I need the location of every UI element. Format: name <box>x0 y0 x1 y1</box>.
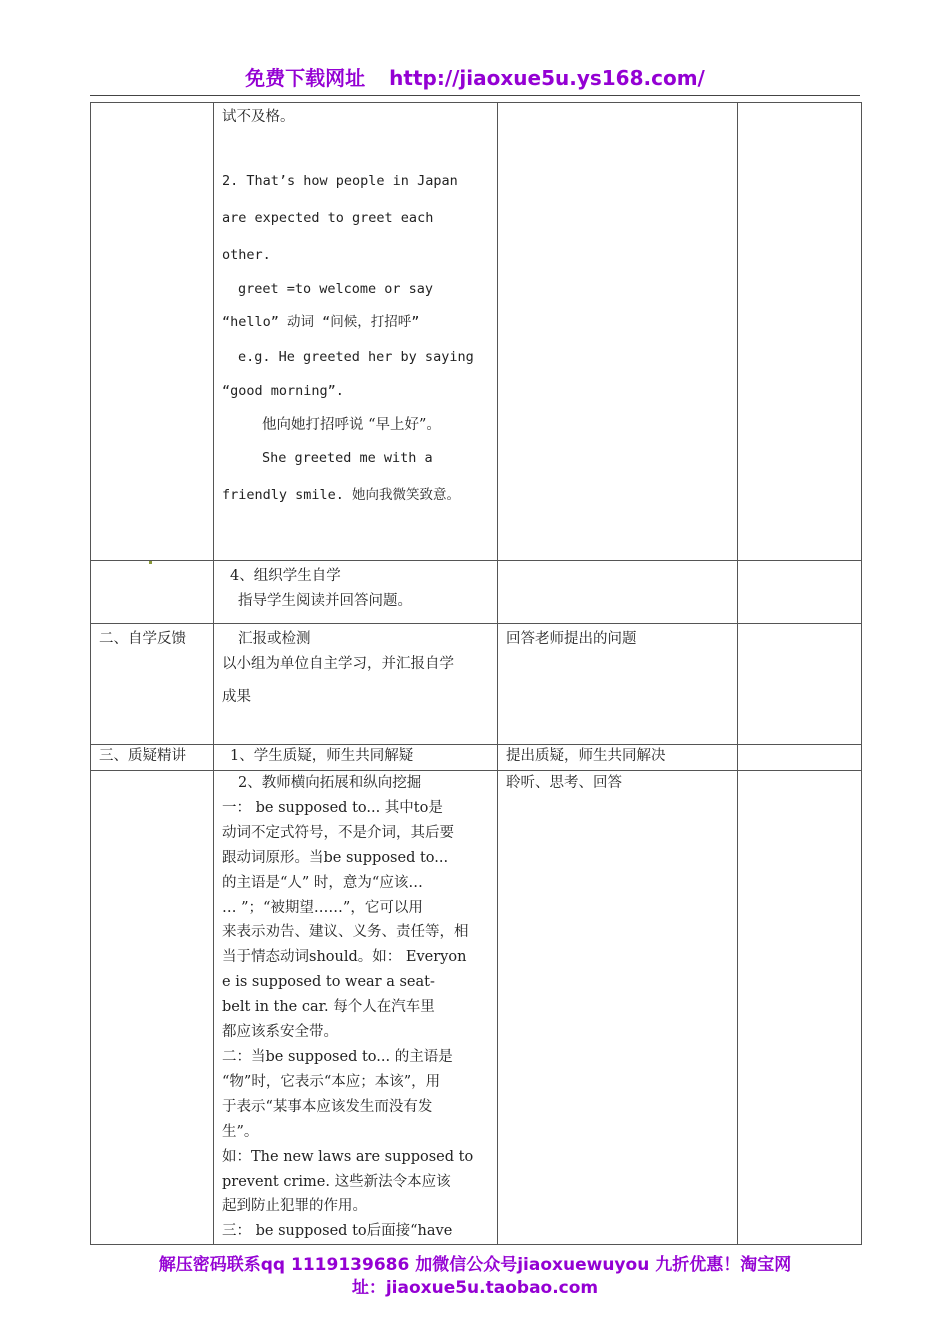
stage-label: 二、自学反馈 <box>99 631 186 647</box>
text-line: She greeted me with a <box>262 450 433 466</box>
stage-cell <box>91 771 214 1245</box>
notes-cell <box>738 561 862 624</box>
text-line: e.g. He greeted her by saying <box>238 349 474 365</box>
stage-cell <box>91 561 214 624</box>
teacher-cell <box>214 624 498 745</box>
teacher-cell <box>214 561 498 624</box>
text-line: 一： be supposed to... 其中to是 <box>222 799 443 816</box>
header-url-link[interactable]: http://jiaoxue5u.ys168.com/ <box>389 66 705 90</box>
text-line: 当于情态动词should。如： Everyon <box>222 949 467 966</box>
student-cell <box>498 745 738 771</box>
header-label: 免费下载网址 <box>245 66 366 90</box>
notes-cell <box>738 745 862 771</box>
text-line: greet =to welcome or say <box>238 281 434 297</box>
footer-line: 解压密码联系qq 1119139686 加微信公众号jiaoxuewuyou 九折优惠！淘宝网 <box>158 1255 792 1275</box>
text-line: belt in the car. 每个人在汽车里 <box>222 999 435 1016</box>
page-footer <box>0 1254 950 1300</box>
text-line: 起到防止犯罪的作用。 <box>222 1198 367 1215</box>
text-line: 试不及格。 <box>222 109 295 125</box>
text-line: “物”时，它表示“本应；本该”，用 <box>222 1073 441 1090</box>
text-line: 的主语是“人” 时，意为“应该… <box>222 874 423 891</box>
text-line: 汇报或检测 <box>238 631 311 647</box>
teacher-cell <box>214 745 498 771</box>
text-line: 指导学生阅读并回答问题。 <box>238 593 412 609</box>
text-line: 动词不定式符号，不是介词，其后要 <box>222 824 454 841</box>
table-row <box>91 561 862 624</box>
stage-cell <box>91 103 214 561</box>
page-header <box>0 62 950 91</box>
text-line: 生”。 <box>222 1123 259 1140</box>
table-row <box>91 771 862 1245</box>
text-line: 都应该系安全带。 <box>222 1024 338 1041</box>
text-line: 三： be supposed to后面接“have <box>222 1223 453 1240</box>
text-line: “good morning”. <box>222 383 344 399</box>
text-line: 以小组为单位自主学习，并汇报自学 <box>222 656 454 672</box>
footer-link[interactable]: 址：jiaoxue5u.taobao.com <box>351 1278 599 1298</box>
text-line: friendly smile. 她向我微笑致意。 <box>222 487 461 503</box>
notes-cell <box>738 771 862 1245</box>
text-line: 成果 <box>222 689 251 705</box>
text-line: … ”；“被期望……”，它可以用 <box>222 899 423 916</box>
text-line: 如：The new laws are supposed to <box>222 1148 474 1165</box>
text-line: are expected to greet each <box>222 210 434 226</box>
text-line: 他向她打招呼说 “早上好”。 <box>262 417 441 433</box>
stage-label: 三、质疑精讲 <box>99 748 186 764</box>
student-cell <box>498 624 738 745</box>
text-line: 2、教师横向拓展和纵向挖掘 <box>238 775 422 791</box>
text-line: 跟动词原形。当be supposed to... <box>222 849 449 866</box>
table-row <box>91 624 862 745</box>
stray-mark <box>149 561 152 564</box>
text-line: 于表示“某事本应该发生而没有发 <box>222 1098 433 1115</box>
text-line: e is supposed to wear a seat- <box>222 974 435 991</box>
text-line: prevent crime. 这些新法令本应该 <box>222 1173 451 1190</box>
text-line: 二：当be supposed to... 的主语是 <box>222 1048 453 1065</box>
text-line: other. <box>222 247 271 263</box>
table-row <box>91 103 862 561</box>
stage-cell <box>91 745 214 771</box>
student-text: 回答老师提出的问题 <box>506 631 637 647</box>
header-rule <box>90 95 860 96</box>
notes-cell <box>738 103 862 561</box>
table-row <box>91 745 862 771</box>
stage-cell <box>91 624 214 745</box>
student-cell <box>498 771 738 1245</box>
text-line: 1、学生质疑，师生共同解疑 <box>230 748 414 764</box>
text-line: “hello” 动词 “问候，打招呼” <box>222 314 420 330</box>
teacher-cell <box>214 103 498 561</box>
student-cell <box>498 103 738 561</box>
text-line: 2. That’s how people in Japan <box>222 173 458 189</box>
lesson-table <box>90 102 862 1245</box>
text-line: 4、组织学生自学 <box>230 568 341 584</box>
student-text: 聆听、思考、回答 <box>506 775 622 791</box>
teacher-cell <box>214 771 498 1245</box>
student-cell <box>498 561 738 624</box>
text-line: 来表示劝告、建议、义务、责任等，相 <box>222 924 469 941</box>
notes-cell <box>738 624 862 745</box>
student-text: 提出质疑，师生共同解决 <box>506 748 666 764</box>
text-spacer <box>222 131 489 163</box>
